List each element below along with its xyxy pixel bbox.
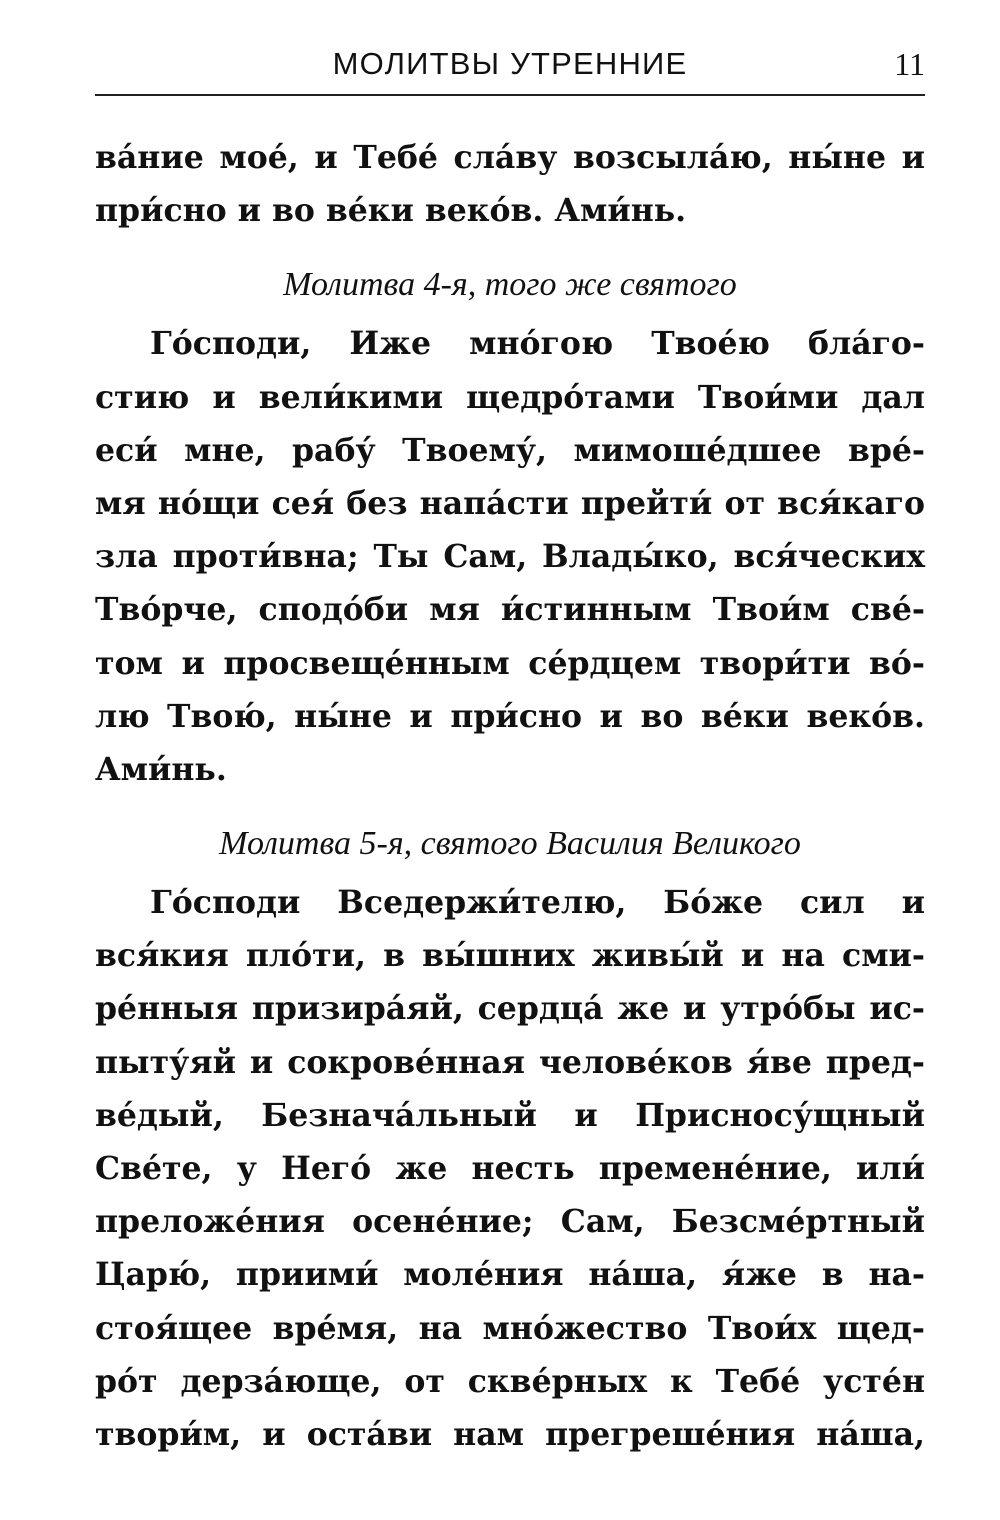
text-line: Го́споди, Иже мно́гою Твое́ю бла́го-: [150, 325, 925, 363]
text-line: ва́ние мое́, и Тебе́ сла́ву возсыла́ю, ны́не и: [95, 139, 925, 176]
prayer-5-text: [95, 876, 925, 1461]
body-text: [95, 131, 925, 1461]
book-page: [95, 0, 925, 1520]
text-line: Царю́, приими́ моле́ния на́ша, я́же в на-: [95, 1256, 925, 1294]
text-line: ре́нныя призира́яй, сердца́ же и утро́бы ис-: [95, 990, 925, 1028]
prayer-4-text: [95, 317, 925, 796]
text-line: Го́споди Вседержи́телю, Бо́же сил и: [150, 884, 925, 922]
text-line: еси́ мне, рабу́ Твоему́, мимоше́дшее вре́-: [95, 431, 925, 469]
continuation-paragraph: [95, 131, 925, 237]
text-line: Све́те, у Него́ же несть премене́ние, или́: [95, 1150, 925, 1187]
text-line: том и просвеще́нным се́рдцем твори́ти во́-: [95, 644, 925, 682]
text-line: преложе́ния осене́ние; Сам, Безсме́ртный: [95, 1203, 925, 1241]
text-line: зла проти́вна; Ты Сам, Влады́ко, вся́ческих: [95, 538, 925, 576]
text-line: стию и вели́кими щедро́тами Твои́ми дал: [95, 378, 925, 416]
text-line: вся́кия пло́ти, в вы́шних живы́й и на сми-: [95, 937, 925, 975]
text-line: при́сно и во ве́ки веко́в. Ами́нь.: [95, 192, 687, 230]
text-line: пыту́яй и сокрове́нная челове́ков я́ве пред-: [95, 1043, 925, 1081]
running-title: МОЛИТВЫ УТРЕННИЕ: [332, 46, 688, 81]
text-line: ве́дый, Безнача́льный и Присносу́щный: [95, 1096, 925, 1134]
text-line: Тво́рче, сподо́би мя и́стинным Твои́м све́-: [95, 591, 925, 629]
text-line: мя но́щи сея́ без напа́сти прейти́ от вся́каго: [95, 484, 925, 522]
text-line: стоя́щее вре́мя, на мно́жество Твои́х щед-: [95, 1309, 925, 1347]
text-line: ро́т дерза́юще, от скве́рных к Тебе́ усте́н: [95, 1362, 925, 1400]
text-line: Ами́нь.: [95, 750, 227, 788]
page-number: 11: [894, 46, 925, 82]
text-line: лю Твою́, ны́не и при́сно и во ве́ки веко́в.: [95, 697, 925, 735]
running-head: [95, 44, 925, 96]
text-line: твори́м, и оста́ви нам прегреше́ния на́ша,: [95, 1415, 925, 1453]
prayer-5-heading: Молитва 5-я, святого Василия Великого: [219, 825, 801, 863]
prayer-4-heading: Молитва 4-я, того же святого: [283, 266, 737, 304]
